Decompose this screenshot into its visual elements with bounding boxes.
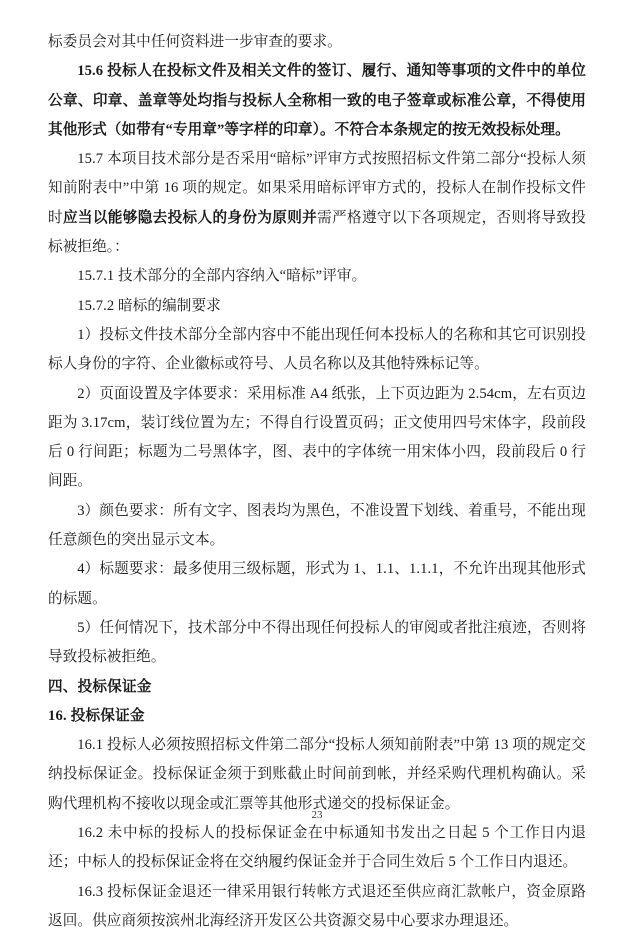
paragraph-16-2: 16.2 未中标的投标人的投标保证金在中标通知书发出之日起 5 个工作日内退还；中标人的投标保证金将在交纳履约保证金并于合同生效后 5 个工作日内退还。	[48, 825, 586, 871]
paragraph-item-4: 4）标题要求：最多使用三级标题，形式为 1、1.1、1.1.1，不允许出现其他形式的标题。	[48, 561, 586, 607]
heading-section-four: 四、投标保证金	[48, 678, 152, 695]
paragraph-15-7-run-normal-tail: 需严格遵守以下各项规定，否则将导致投标被拒绝。：	[48, 209, 586, 256]
paragraph-16-1: 16.1 投标人必须按照招标文件第二部分“投标人须知前附表”中第 13 项的规定交纳投标保证金。投标保证金须于到账截止时间前到帐，并经采购代理机构确认。采购代理机构不接收以现金或汇票等其他形式递交的投标保证金。	[48, 737, 586, 812]
paragraph-item-5: 5）任何情况下，技术部分中不得出现任何投标人的审阅或者批注痕迹，否则将导致投标被拒绝。	[48, 619, 586, 666]
paragraph-carryover: 标委员会对其中任何资料进一步审查的要求。	[48, 34, 342, 50]
page-number: 23	[311, 809, 323, 821]
heading-clause-16: 16. 投标保证金	[48, 707, 145, 724]
paragraph-15-7-2: 15.7.2 暗标的编制要求	[77, 297, 221, 314]
paragraph-item-3: 3）颜色要求：所有文字、图表均为黑色，不准设置下划线、着重号，不能出现任意颜色的突出显示文本。	[48, 502, 586, 549]
paragraph-item-2: 2）页面设置及字体要求：采用标准 A4 纸张，上下页边距为 2.54cm，左右页边距为 3.17cm，装订线位置为左；不得自行设置页码；正文使用四号宋体字，段前段后 0 行间距；标题为二号黑体字，图、表中的字体统一用宋体小四，段前段后 0 行间距。	[48, 385, 586, 490]
paragraph-15-7-1: 15.7.1 技术部分的全部内容纳入“暗标”评审。	[77, 268, 367, 285]
document-body	[48, 28, 586, 936]
paragraph-item-1: 1）投标文件技术部分全部内容中不能出现任何本投标人的名称和其它可识别投标人身份的字符、企业徽标或符号、人员名称以及其他特殊标记等。	[48, 326, 586, 373]
paragraph-15-6: 15.6 投标人在投标文件及相关文件的签订、履行、通知等事项的文件中的单位公章、印章、盖章等处均指与投标人全称相一致的电子签章或标准公章，不得使用其他形式（如带有“专用章”等字样的印章）。不符合本条规定的按无效投标处理。	[48, 63, 586, 138]
paragraph-15-7	[48, 145, 586, 262]
paragraph-15-7-run-normal-lead: 15.7 本项目技术部分是否采用“暗标”评审方式按照招标文件第二部分“投标人须知前附表中”中第 16 项的规定。如果采用暗标评审方式的，投标人在制作投标文件时	[48, 151, 586, 226]
paragraph-16-3: 16.3 投标保证金退还一律采用银行转帐方式退还至供应商汇款帐户，资金原路返回。供应商须按滨州北海经济开发区公共资源交易中心要求办理退还。	[48, 883, 586, 929]
paragraph-15-7-run-bold: 应当以能够隐去投标人的身份为原则并	[62, 209, 318, 226]
